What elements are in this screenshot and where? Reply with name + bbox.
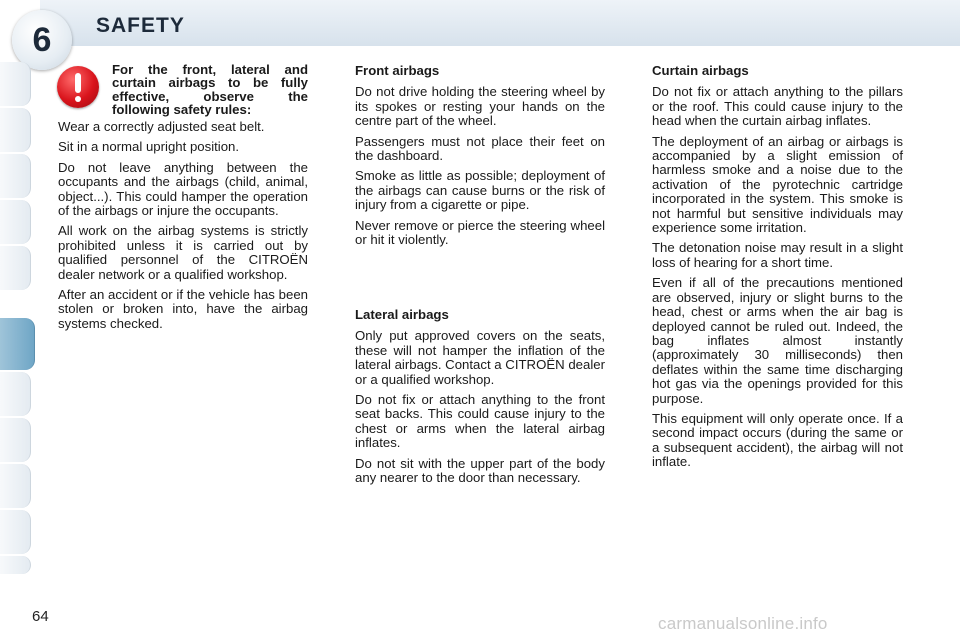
exclamation-icon	[57, 66, 99, 108]
chapter-tab-2[interactable]	[0, 108, 31, 152]
chapter-tab-8[interactable]	[0, 418, 31, 462]
chapter-tab-9[interactable]	[0, 464, 31, 508]
section-heading: Front airbags	[355, 63, 440, 78]
paragraph: The detonation noise may result in a slight loss of hearing for a short time.	[652, 240, 903, 270]
curtain-airbags-section	[652, 64, 903, 476]
general-rules-column	[58, 120, 308, 337]
paragraph: The deployment of an airbag or airbags is accompanied by a slight emission of harmless smoke and a noise due to the activation of the pyrotechnic cartridge incorporated in the system. This smoke is not harmful but sensitive individuals may experience some irritation.	[652, 133, 903, 236]
chapter-tab-6-active[interactable]	[0, 318, 35, 370]
paragraph: All work on the airbag systems is strictly prohibited unless it is carried out by qualified personnel of the CITROËN dealer network or a qualified workshop.	[58, 223, 308, 282]
paragraph: Only put approved covers on the seats, these will not hamper the inflation of the lateral airbags. Contact a CITROËN dealer or a qualified workshop.	[355, 328, 605, 387]
paragraph: Do not sit with the upper part of the body any nearer to the door than necessary.	[355, 455, 605, 486]
paragraph: After an accident or if the vehicle has been stolen or broken into, have the airbag systems checked.	[58, 287, 308, 331]
paragraph: Never remove or pierce the steering wheel or hit it violently.	[355, 217, 605, 248]
chapter-number-badge[interactable]: 6	[12, 10, 72, 70]
page-number: 64	[32, 608, 49, 625]
paragraph: Do not leave anything between the occupants and the airbags (child, animal, object...). This could hamper the operation of the airbags or injure the occupants.	[58, 159, 308, 219]
paragraph: Do not drive holding the steering wheel by its spokes or resting your hands on the centre part of the wheel.	[355, 84, 605, 129]
watermark: carmanualsonline.info	[658, 614, 828, 633]
chapter-tab-4[interactable]	[0, 200, 31, 244]
section-heading: Lateral airbags	[355, 307, 449, 322]
chapter-tab-11[interactable]	[0, 556, 31, 574]
chapter-tab-7[interactable]	[0, 372, 31, 416]
paragraph: Sit in a normal upright position.	[58, 139, 240, 155]
page-title: SAFETY	[96, 14, 185, 37]
paragraph: Passengers must not place their feet on the dashboard.	[355, 133, 605, 164]
paragraph: Do not fix or attach anything to the pillars or the roof. This could cause injury to the head when the curtain airbag inflates.	[652, 84, 903, 129]
paragraph: Even if all of the precautions mentioned are observed, injury or slight burns to the head, chest or arms when the air bag is deployed cannot be ruled out. Indeed, the bag inflates almost instantly (approximately 30 milliseconds) then deflates within the same time discharging hot gas via the openings provided for this purpose.	[652, 275, 903, 406]
chapter-tab-1[interactable]	[0, 62, 31, 106]
paragraph: Do not fix or attach anything to the front seat backs. This could cause injury to the chest or arms when the lateral airbag inflates.	[355, 392, 605, 451]
paragraph: Wear a correctly adjusted seat belt.	[58, 119, 265, 134]
chapter-tab-3[interactable]	[0, 154, 31, 198]
paragraph: Smoke as little as possible; deployment of the airbags can cause burns or the risk of injury from a cigarette or pipe.	[355, 168, 605, 213]
chapter-tab-10[interactable]	[0, 510, 31, 554]
lateral-airbags-section	[355, 308, 605, 491]
safety-intro: For the front, lateral and curtain airbags to be fully effective, observe the following safety rules:	[112, 62, 308, 118]
section-heading: Curtain airbags	[652, 63, 749, 78]
chapter-tab-5[interactable]	[0, 246, 31, 290]
front-airbags-section	[355, 64, 605, 253]
paragraph: This equipment will only operate once. If a second impact occurs (during the same or a subsequent accident), the airbag will not inflate.	[652, 410, 903, 470]
